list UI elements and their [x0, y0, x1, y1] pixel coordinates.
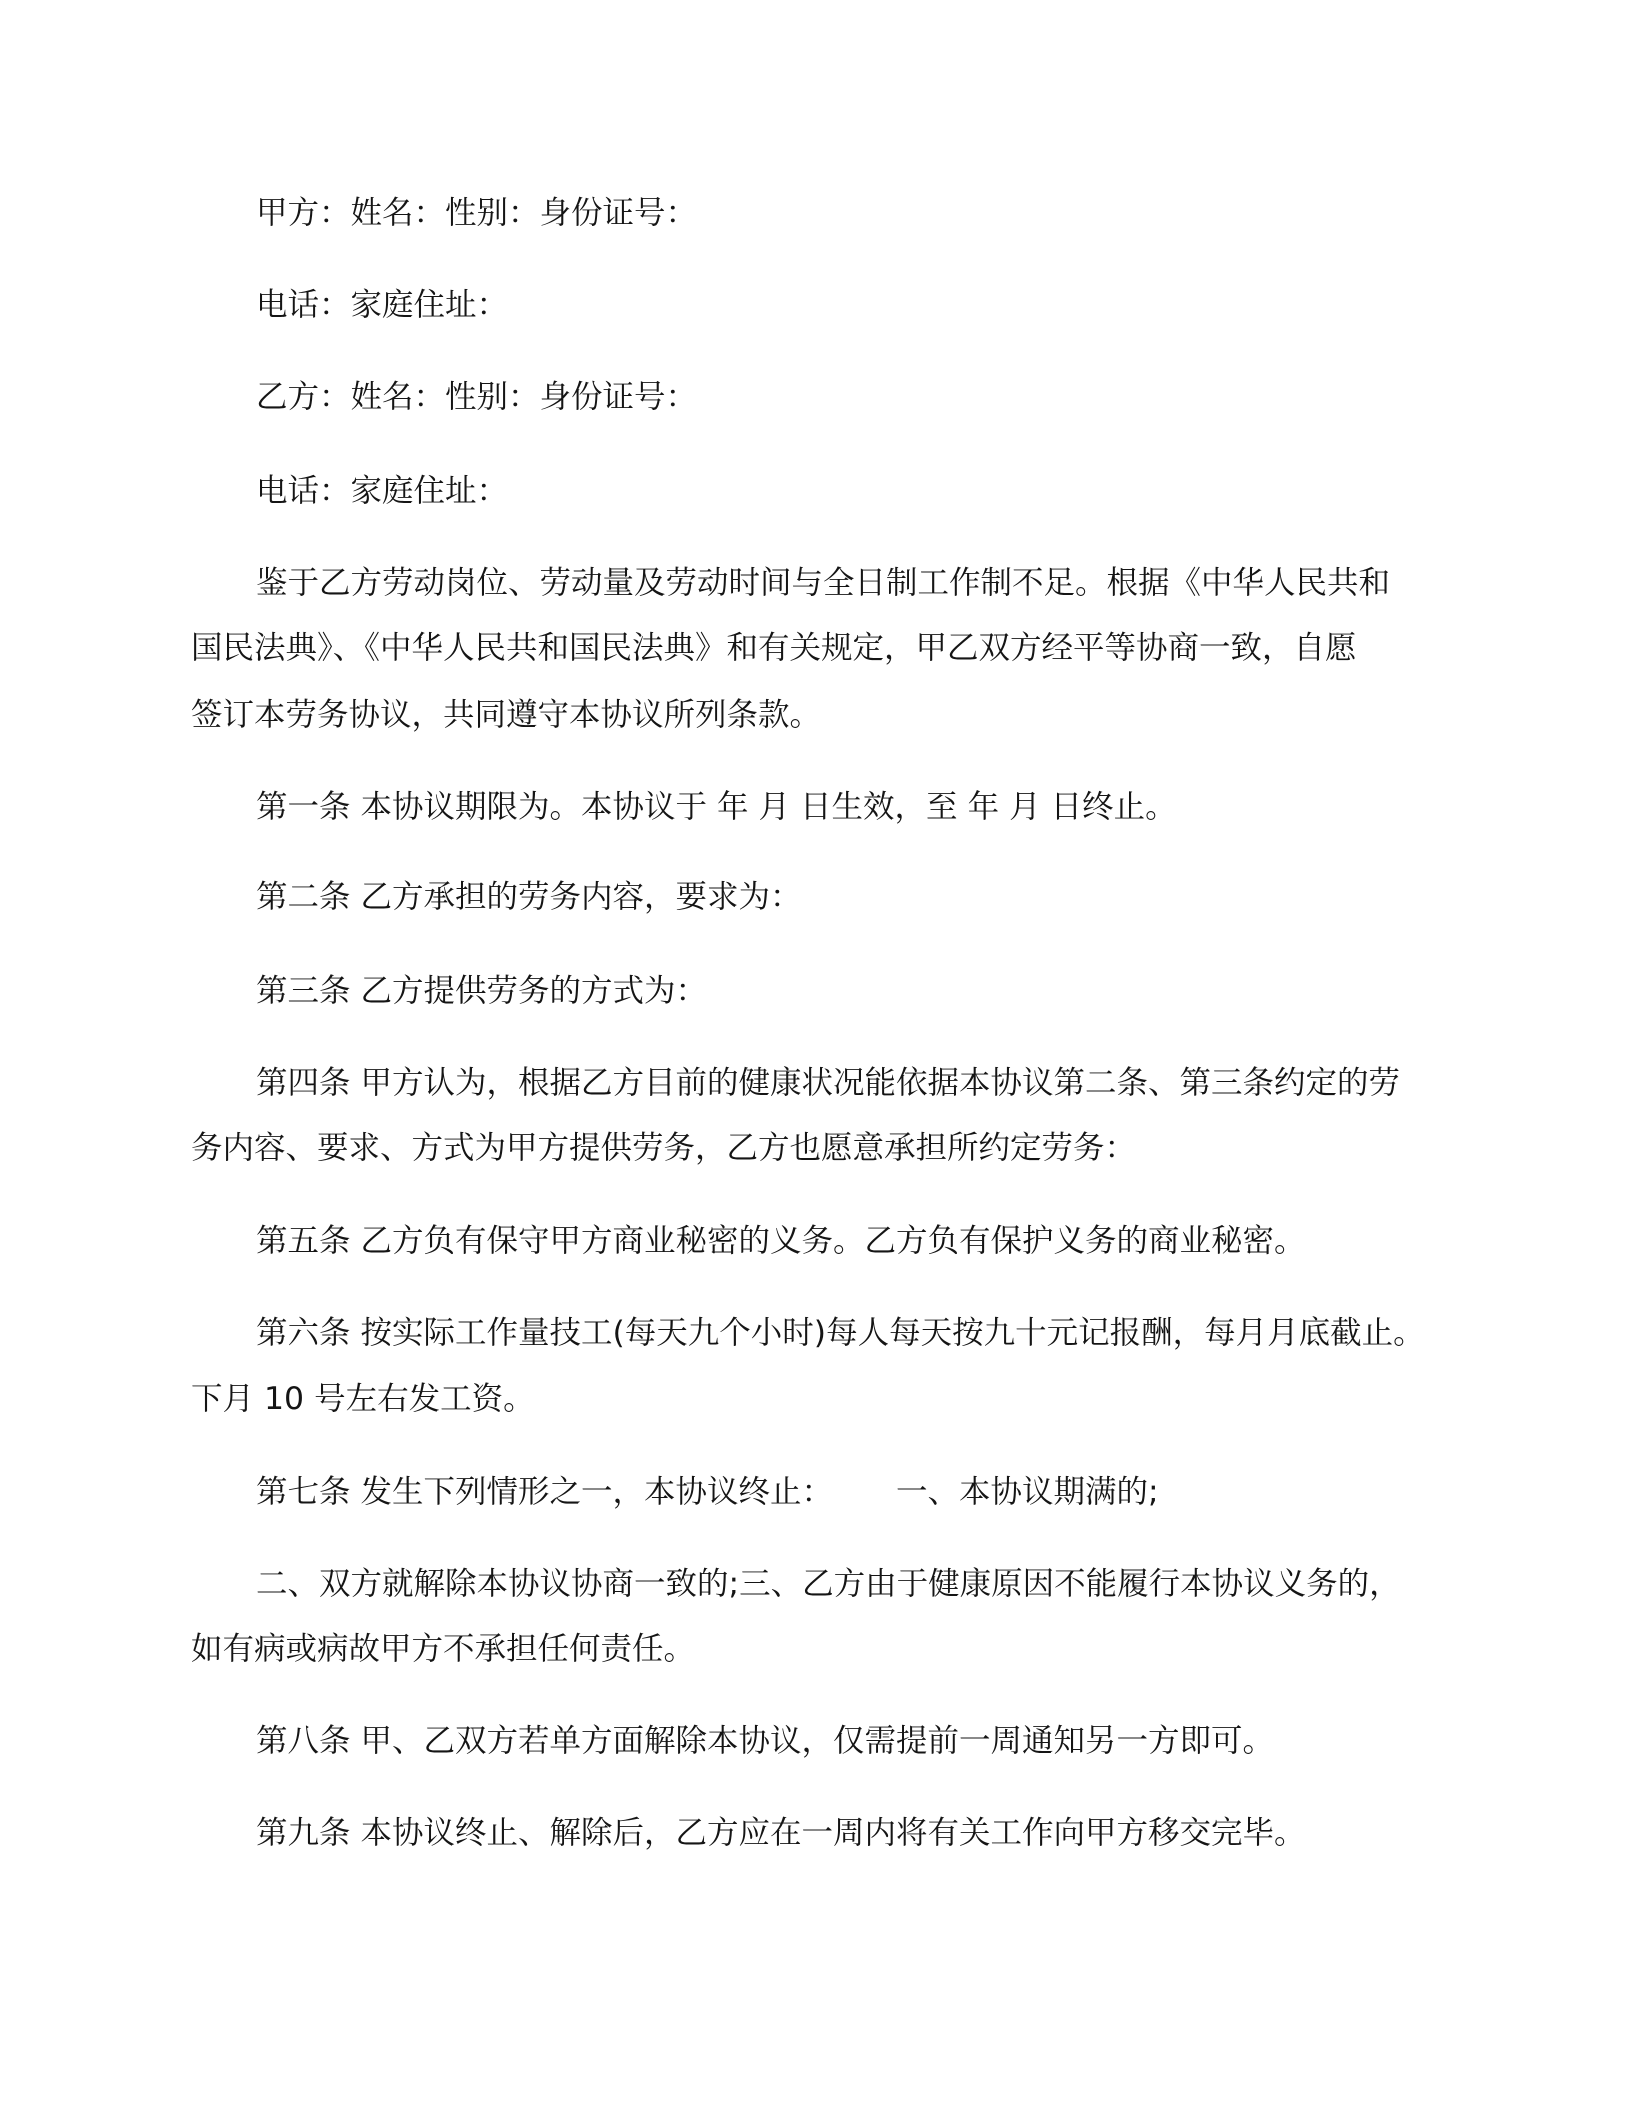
- article-7-item-1: 一、本协议期满的;: [896, 1474, 1159, 1510]
- article-1-line: 第一条 本协议期限为。本协议于 年 月 日生效，至 年 月 日终止。: [256, 789, 1177, 825]
- article-9-line: 第九条 本协议终止、解除后，乙方应在一周内将有关工作向甲方移交完毕。: [256, 1815, 1306, 1851]
- article-4-line: 务内容、要求、方式为甲方提供劳务，乙方也愿意承担所约定劳务：: [191, 1130, 1137, 1166]
- article-7-line: 如有病或病故甲方不承担任何责任。: [191, 1631, 696, 1667]
- article-8-line: 第八条 甲、乙双方若单方面解除本协议，仅需提前一周通知另一方即可。: [256, 1723, 1275, 1759]
- party-b-identity-line: 乙方：姓名：性别：身份证号：: [256, 379, 698, 415]
- article-7-line: 二、双方就解除本协议协商一致的;三、乙方由于健康原因不能履行本协议义务的，: [256, 1566, 1401, 1602]
- article-3-line: 第三条 乙方提供劳务的方式为：: [256, 973, 708, 1009]
- article-2-line: 第二条 乙方承担的劳务内容，要求为：: [256, 879, 802, 915]
- preamble-line: 签订本劳务协议，共同遵守本协议所列条款。: [191, 697, 822, 733]
- party-b-contact-line: 电话：家庭住址：: [256, 473, 509, 509]
- preamble-line: 鉴于乙方劳动岗位、劳动量及劳动时间与全日制工作制不足。根据《中华人民共和: [256, 565, 1391, 601]
- party-a-contact-line: 电话：家庭住址：: [256, 287, 509, 323]
- preamble-line: 国民法典》、《中华人民共和国民法典》和有关规定，甲乙双方经平等协商一致，自愿: [191, 630, 1357, 666]
- article-5-line: 第五条 乙方负有保守甲方商业秘密的义务。乙方负有保护义务的商业秘密。: [256, 1223, 1306, 1259]
- article-6-line: 下月 10 号左右发工资。: [191, 1381, 535, 1417]
- party-a-identity-line: 甲方：姓名：性别：身份证号：: [256, 195, 698, 231]
- article-7-line: 第七条 发生下列情形之一，本协议终止：: [256, 1474, 834, 1510]
- article-4-line: 第四条 甲方认为，根据乙方目前的健康状况能依据本协议第二条、第三条约定的劳: [256, 1065, 1401, 1101]
- article-6-line: 第六条 按实际工作量技工(每天九个小时)每人每天按九十元记报酬，每月月底截止。: [256, 1315, 1425, 1351]
